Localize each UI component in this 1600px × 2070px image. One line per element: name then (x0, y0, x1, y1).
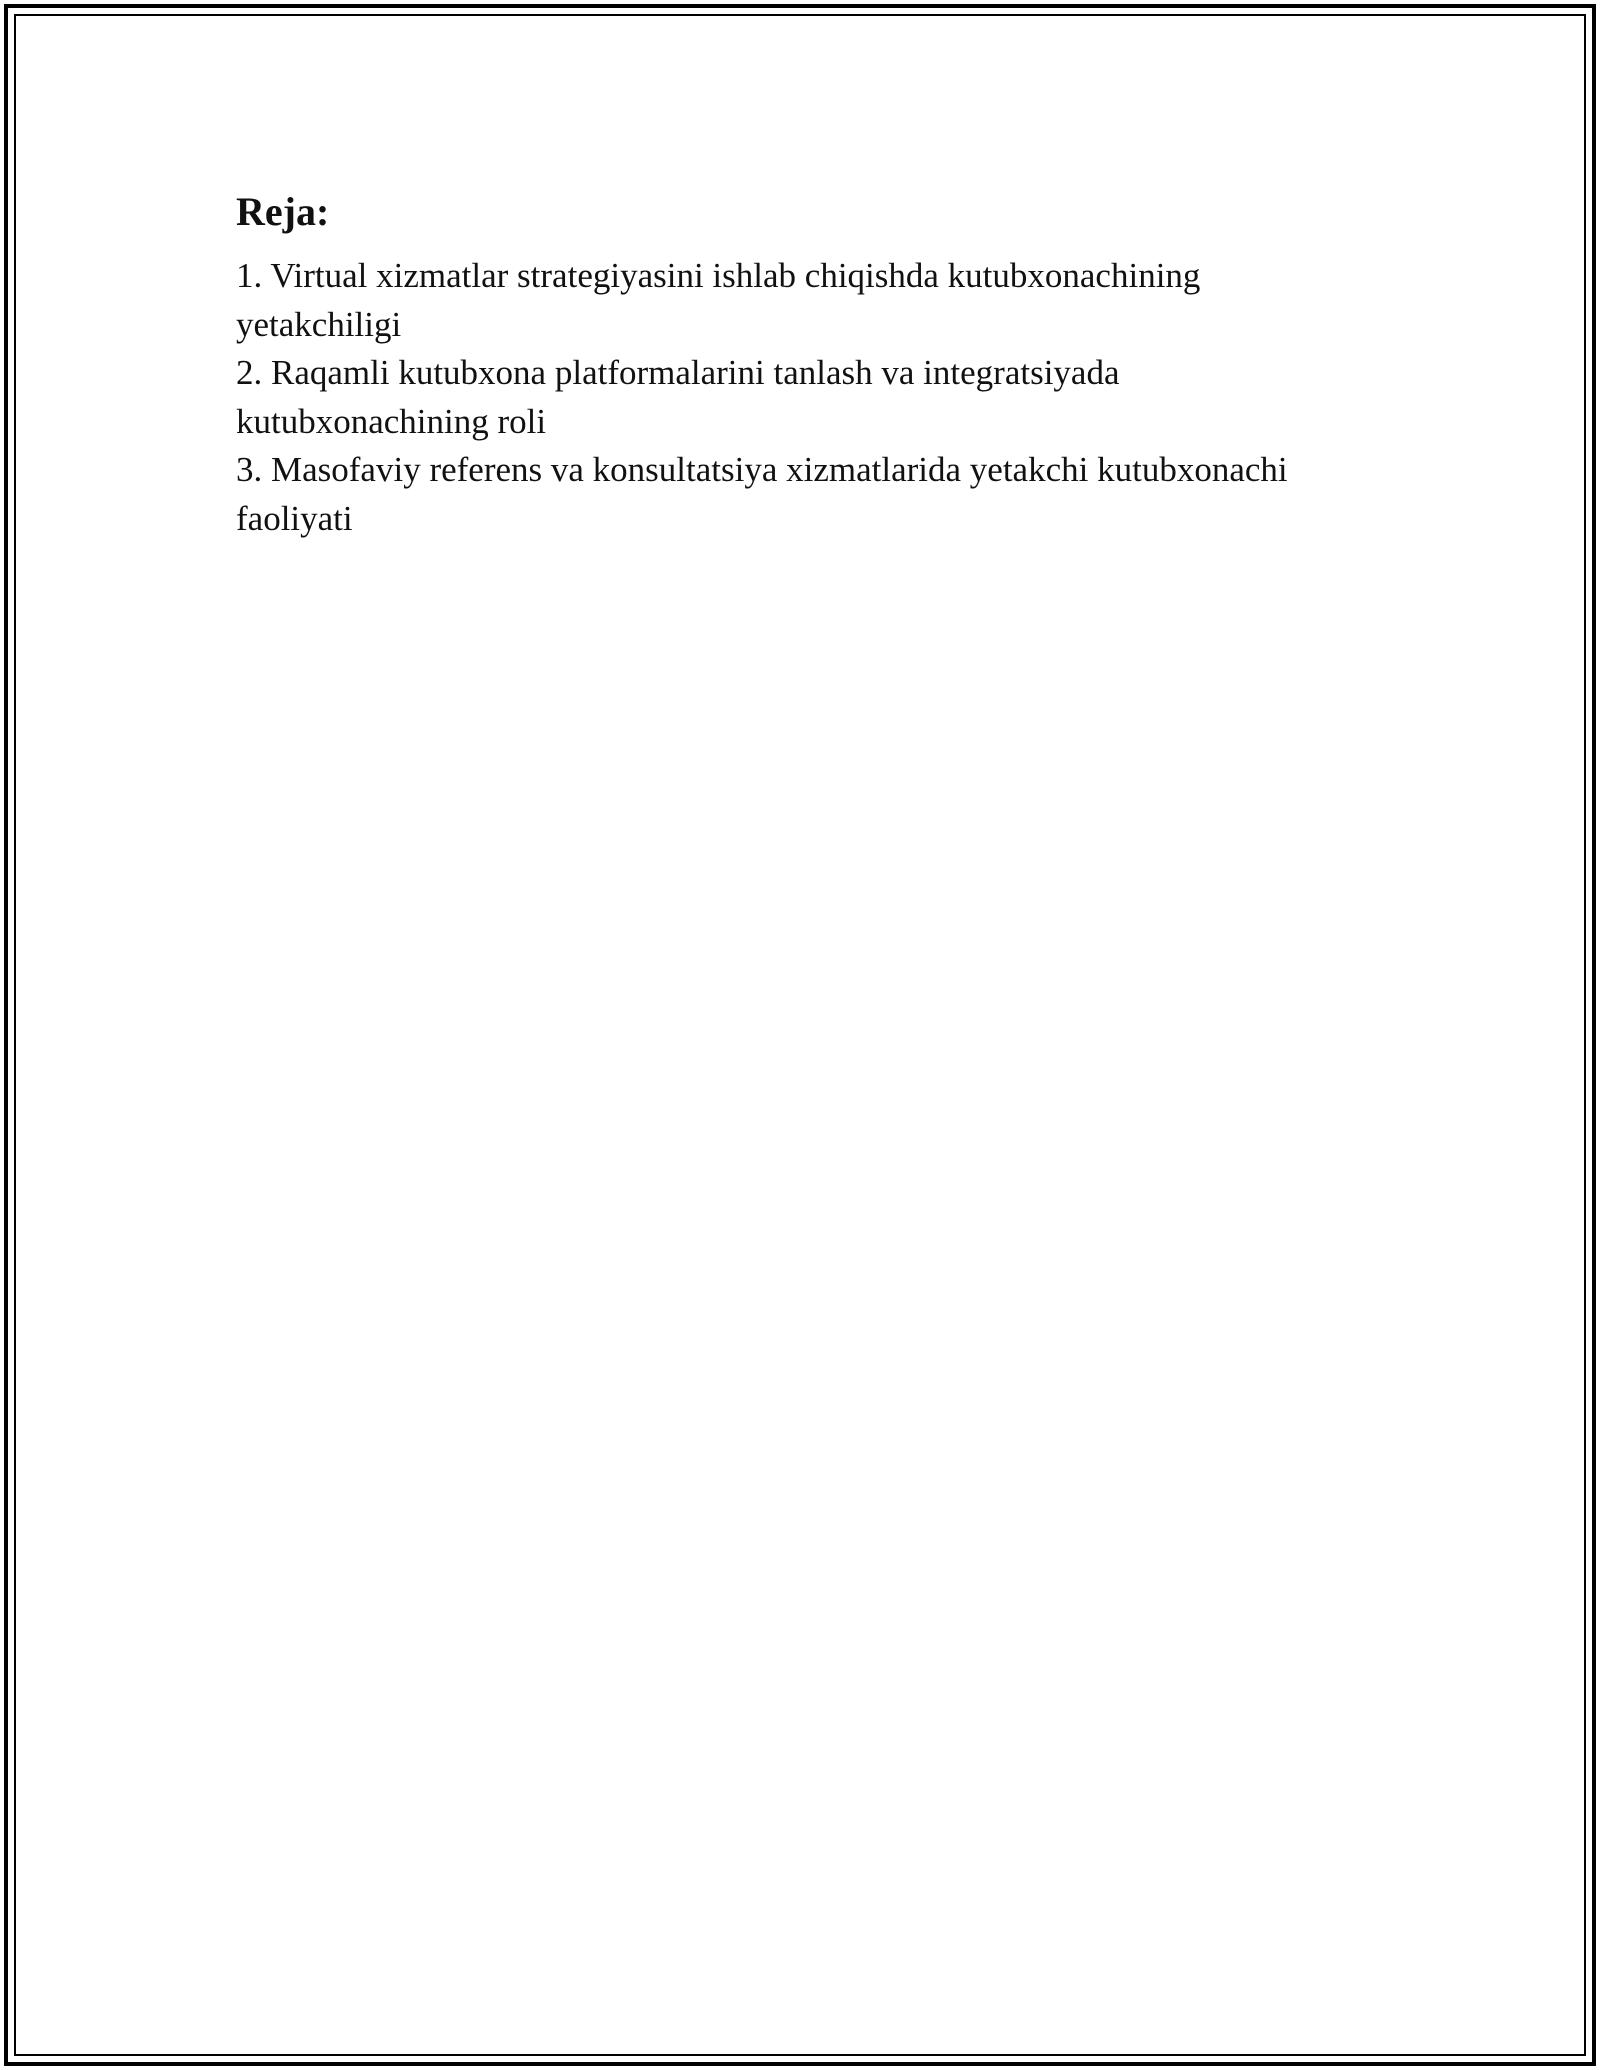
plan-item-3-line-2: faoliyati (236, 498, 353, 538)
plan-item-1-line-1: 1. Virtual xizmatlar strategiyasini ishlab chiqishda kutubxonachining (236, 256, 1201, 295)
document-body (236, 186, 1386, 543)
plan-item-2-line-1: 2. Raqamli kutubxona platformalarini tanlash va integratsiyada (236, 353, 1120, 392)
plan-item-3 (236, 446, 1386, 543)
plan-item-1 (236, 252, 1386, 349)
plan-item-2 (236, 349, 1386, 446)
plan-heading: Reja: (236, 189, 330, 234)
plan-list (236, 252, 1386, 543)
plan-item-2-line-2: kutubxonachining roli (236, 401, 547, 441)
plan-item-1-line-2: yetakchiligi (236, 304, 402, 344)
plan-item-3-line-1: 3. Masofaviy referens va konsultatsiya xizmatlarida yetakchi kutubxonachi (236, 450, 1288, 489)
